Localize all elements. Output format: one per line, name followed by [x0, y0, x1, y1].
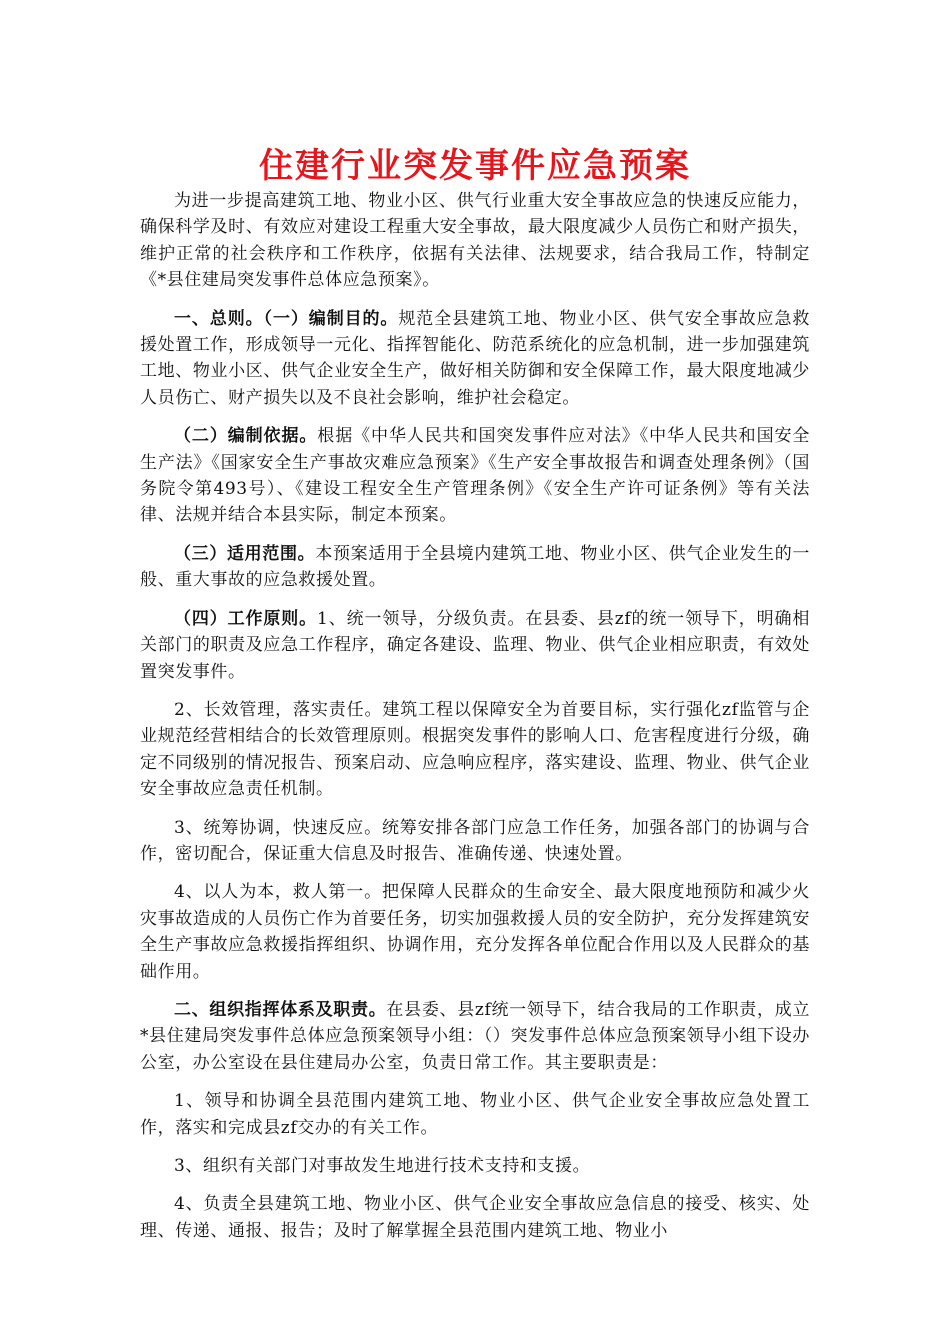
paragraph-text: 3、统筹协调，快速反应。统筹安排各部门应急工作任务，加强各部门的协调与合作，密切配合，保证重大信息及时报告、准确传递、快速处置。 — [140, 817, 810, 864]
paragraph-text: 3、组织有关部门对事故发生地进行技术支持和支援。 — [174, 1156, 591, 1176]
paragraph-scope — [140, 541, 810, 594]
paragraph-organization — [140, 997, 810, 1076]
paragraph-principle-2 — [140, 697, 810, 803]
paragraph-duty-3 — [140, 1153, 810, 1179]
paragraph-heading: 一、总则。（一）编制目的。 — [174, 308, 399, 329]
paragraph-basis — [140, 423, 810, 529]
paragraph-heading: （四）工作原则。 — [174, 608, 318, 629]
paragraph-text: 在县委、县zf统一领导下，结合我局的工作职责，成立*县住建局突发事件总体应急预案领导小组：（）突发事件总体应急预案领导小组下设办公室，办公室设在县住建局办公室，负责日常工作。其主要职责是： — [140, 999, 810, 1073]
paragraph-intro — [140, 188, 810, 294]
paragraph-text: 本预案适用于全县境内建筑工地、物业小区、供气企业发生的一般、重大事故的应急救援处置。 — [140, 543, 810, 591]
paragraph-text: 根据《中华人民共和国突发事件应对法》《中华人民共和国安全生产法》《国家安全生产事故灾难应急预案》《生产安全事故报告和调查处理条例》（国务院令第493号）、《建设工程安全生产管理条例》《安全生产许可证条例》等有关法律、法规并结合本县实际，制定本预案。 — [140, 426, 810, 526]
paragraph-text: 规范全县建筑工地、物业小区、供气安全事故应急救援处置工作，形成领导一元化、指挥智能化、防范系统化的应急机制，进一步加强建筑工地、物业小区、供气企业安全生产，做好相关防御和安全保障工作，最大限度地减少人员伤亡、财产损失以及不良社会影响，维护社会稳定。 — [140, 308, 810, 408]
paragraph-text: 2、长效管理，落实责任。建筑工程以保障安全为首要目标，实行强化zf监管与企业规范经营相结合的长效管理原则。根据突发事件的影响人口、危害程度进行分级，确定不同级别的情况报告、预案启动、应急响应程序，落实建设、监理、物业、供气企业安全事故应急责任机制。 — [140, 699, 810, 800]
document-title: 住建行业突发事件应急预案 — [259, 146, 691, 186]
paragraph-text: 4、以人为本，救人第一。把保障人民群众的生命安全、最大限度地预防和减少火灾事故造成的人员伤亡作为首要任务，切实加强救援人员的安全防护，充分发挥建筑安全生产事故应急救援指挥组织、协调作用，充分发挥各单位配合作用以及人民群众的基础作用。 — [140, 882, 810, 982]
paragraph-principle-4 — [140, 879, 810, 985]
paragraph-text: 为进一步提高建筑工地、物业小区、供气行业重大安全事故应急的快速反应能力，确保科学及时、有效应对建设工程重大安全事故，最大限度减少人员伤亡和财产损失，维护正常的社会秩序和工作秩序，依据有关法律、法规要求，结合我局工作，特制定《*县住建局突发事件总体应急预案》。 — [140, 191, 810, 291]
paragraph-general-purpose — [140, 306, 810, 412]
paragraph-duty-4 — [140, 1191, 810, 1244]
document-body — [140, 188, 810, 1256]
paragraph-text: 4、负责全县建筑工地、物业小区、供气企业安全事故应急信息的接受、核实、处理、传递、通报、报告；及时了解掌握全县范围内建筑工地、物业小 — [140, 1194, 810, 1241]
paragraph-heading: （三）适用范围。 — [174, 543, 316, 564]
paragraph-text: 1、领导和协调全县范围内建筑工地、物业小区、供气企业安全事故应急处置工作，落实和完成县zf交办的有关工作。 — [140, 1091, 810, 1138]
paragraph-heading: 二、组织指挥体系及职责。 — [174, 999, 387, 1020]
paragraph-principle-3 — [140, 815, 810, 868]
paragraph-heading: （二）编制依据。 — [174, 426, 318, 447]
paragraph-duty-1 — [140, 1088, 810, 1141]
paragraph-principles — [140, 606, 810, 685]
paragraph-text: 1、统一领导，分级负责。在县委、县zf的统一领导下，明确相关部门的职责及应急工作程序，确定各建设、监理、物业、供气企业相应职责，有效处置突发事件。 — [140, 608, 810, 682]
